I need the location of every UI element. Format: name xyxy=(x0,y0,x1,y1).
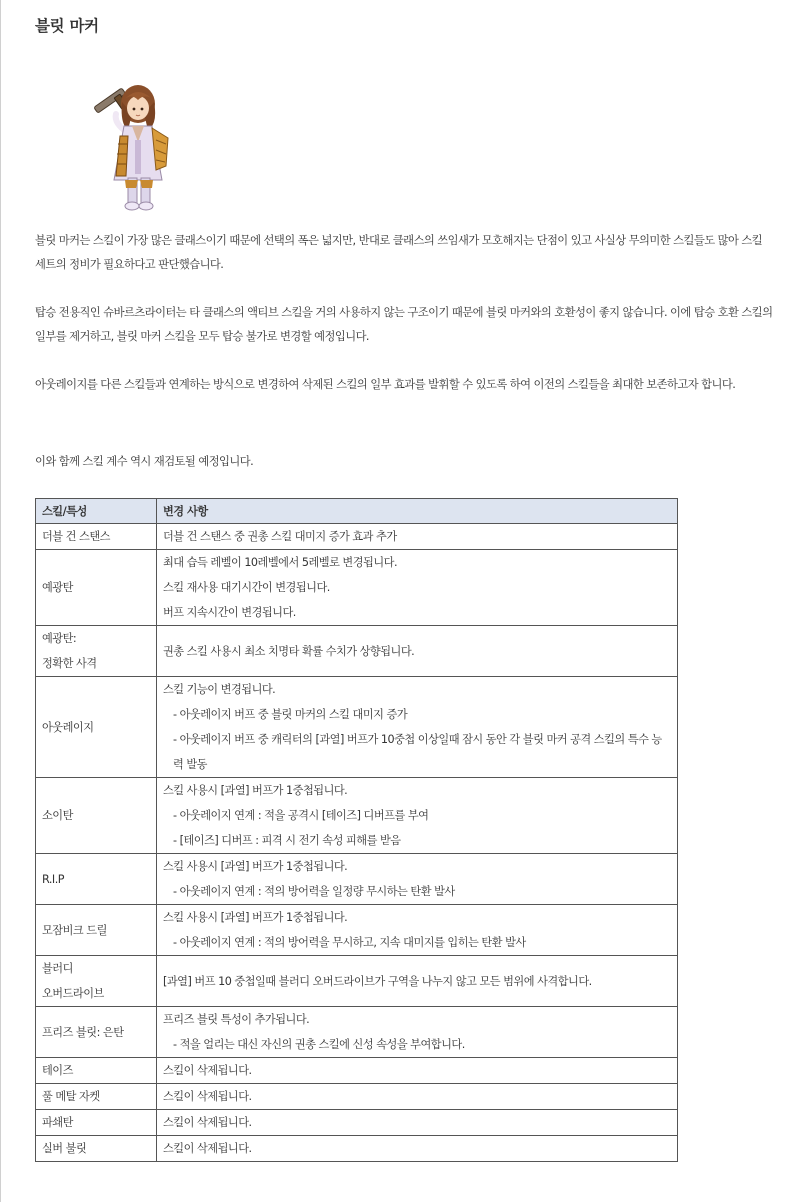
change-line: 스킬 사용시 [과열] 버프가 1중첩됩니다. xyxy=(163,860,348,873)
change-detail-cell xyxy=(157,677,678,778)
skill-name: 블러디 xyxy=(42,962,73,975)
change-line: 스킬이 삭제됩니다. xyxy=(163,1064,252,1077)
skill-name-cell xyxy=(36,1058,157,1084)
skill-name-cell xyxy=(36,956,157,1007)
table-row xyxy=(36,1058,678,1084)
table-row xyxy=(36,778,678,854)
bullet-marker-character-icon xyxy=(92,80,187,212)
skill-name-cell xyxy=(36,677,157,778)
table-row xyxy=(36,905,678,956)
table-row xyxy=(36,550,678,626)
skill-name: 예광탄 xyxy=(42,581,73,594)
skill-name: 테이즈 xyxy=(42,1064,73,1077)
skill-name-cell xyxy=(36,524,157,550)
skill-name: 풀 메탈 자켓 xyxy=(42,1090,100,1103)
skill-name: 오버드라이브 xyxy=(42,987,104,1000)
skill-name: 더블 건 스탠스 xyxy=(42,530,110,543)
skill-name-cell xyxy=(36,1110,157,1136)
change-line: - 아웃레이지 연계 : 적의 방어력을 일정량 무시하는 탄환 발사 xyxy=(173,885,455,898)
change-line: 버프 지속시간이 변경됩니다. xyxy=(163,606,296,619)
change-detail-cell xyxy=(157,550,678,626)
coefficient-paragraph: 이와 함께 스킬 계수 역시 재검토될 예정입니다. xyxy=(35,455,254,468)
change-line: - 아웃레이지 버프 중 캐릭터의 [과열] 버프가 10중첩 이상일때 잠시 동안 각 블릿 마커 공격 스킬의 특수 능력 발동 xyxy=(173,733,662,771)
skill-changes-table xyxy=(35,498,678,1162)
change-line: 스킬이 삭제됩니다. xyxy=(163,1142,252,1155)
change-detail-cell xyxy=(157,854,678,905)
change-line: 더블 건 스탠스 중 권총 스킬 대미지 증가 효과 추가 xyxy=(163,530,397,543)
change-line: 스킬 사용시 [과열] 버프가 1중첩됩니다. xyxy=(163,784,348,797)
change-line: 스킬 기능이 변경됩니다. xyxy=(163,683,276,696)
skill-name: 아웃레이지 xyxy=(42,720,94,734)
change-detail-cell xyxy=(157,1058,678,1084)
skill-name: R.I.P xyxy=(42,872,65,886)
header-changes: 변경 사항 xyxy=(157,499,678,524)
skill-name: 프리즈 블릿: 은탄 xyxy=(42,1025,124,1039)
skill-name: 소이탄 xyxy=(42,809,73,822)
change-detail-cell xyxy=(157,524,678,550)
change-detail-cell xyxy=(157,956,678,1007)
intro-paragraph: 블릿 마커는 스킬이 가장 많은 클래스이기 때문에 선택의 폭은 넓지만, 반대로 클래스의 쓰임새가 모호해지는 단점이 있고 사실상 무의미한 스킬들도 많아 스킬 세트의 정비가 필요하다고 판단했습니다. xyxy=(35,234,763,271)
change-detail-cell xyxy=(157,905,678,956)
table-row xyxy=(36,1110,678,1136)
change-line: 스킬 재사용 대기시간이 변경됩니다. xyxy=(163,581,330,594)
change-detail-cell xyxy=(157,1007,678,1058)
skill-name-cell xyxy=(36,854,157,905)
table-row xyxy=(36,626,678,677)
skill-name: 예광탄: xyxy=(42,632,77,645)
table-row xyxy=(36,854,678,905)
change-line: - 아웃레이지 버프 중 블릿 마커의 스킬 대미지 증가 xyxy=(173,708,408,721)
skill-name: 실버 불릿 xyxy=(42,1142,87,1155)
change-line: 최대 습득 레벨이 10레벨에서 5레벨로 변경됩니다. xyxy=(163,556,398,569)
change-line: [과열] 버프 10 중첩일때 블러디 오버드라이브가 구역을 나누지 않고 모든 범위에 사격합니다. xyxy=(163,974,592,988)
skill-name: 정확한 사격 xyxy=(42,657,97,670)
change-line: 스킬 사용시 [과열] 버프가 1중첩됩니다. xyxy=(163,911,348,924)
change-line: 스킬이 삭제됩니다. xyxy=(163,1116,252,1129)
change-line: 스킬이 삭제됩니다. xyxy=(163,1090,252,1103)
page-title: 블릿 마커 xyxy=(35,17,99,35)
table-header-row xyxy=(36,499,678,524)
table-row xyxy=(36,1007,678,1058)
skill-name-cell xyxy=(36,1136,157,1162)
change-line: - 아웃레이지 연계 : 적을 공격시 [테이즈] 디버프를 부여 xyxy=(173,809,429,822)
table-row xyxy=(36,524,678,550)
skill-name-cell xyxy=(36,778,157,854)
change-line: 프리즈 블릿 특성이 추가됩니다. xyxy=(163,1013,310,1026)
change-detail-cell xyxy=(157,1084,678,1110)
change-detail-cell xyxy=(157,626,678,677)
table-row xyxy=(36,956,678,1007)
skill-name: 파쇄탄 xyxy=(42,1116,73,1129)
mount-paragraph: 탑승 전용직인 슈바르츠라이터는 타 클래스의 액티브 스킬을 거의 사용하지 않는 구조이기 때문에 블릿 마커와의 호환성이 좋지 않습니다. 이에 탑승 호환 스킬의 일부를 제거하고, 블릿 마커 스킬을 모두 탑승 불가로 변경할 예정입니다. xyxy=(35,306,773,343)
skill-name-cell xyxy=(36,905,157,956)
change-detail-cell xyxy=(157,778,678,854)
table-row xyxy=(36,677,678,778)
skill-name-cell xyxy=(36,1007,157,1058)
change-detail-cell xyxy=(157,1110,678,1136)
table-body xyxy=(36,524,678,1162)
change-line: 권총 스킬 사용시 최소 치명타 확률 수치가 상향됩니다. xyxy=(163,644,415,658)
skill-name: 모잠비크 드릴 xyxy=(42,923,107,937)
change-line: - 적을 얼리는 대신 자신의 권총 스킬에 신성 속성을 부여합니다. xyxy=(173,1038,465,1051)
skill-name-cell xyxy=(36,1084,157,1110)
change-detail-cell xyxy=(157,1136,678,1162)
change-line: - [테이즈] 디버프 : 피격 시 전기 속성 피해를 받음 xyxy=(173,834,401,847)
left-border xyxy=(0,0,1,1202)
header-skill: 스킬/특성 xyxy=(36,499,157,524)
table-row xyxy=(36,1084,678,1110)
change-line: - 아웃레이지 연계 : 적의 방어력을 무시하고, 지속 대미지를 입히는 탄환 발사 xyxy=(173,936,526,949)
skill-name-cell xyxy=(36,550,157,626)
table-row xyxy=(36,1136,678,1162)
outrage-paragraph: 아웃레이지를 다른 스킬들과 연계하는 방식으로 변경하여 삭제된 스킬의 일부 효과를 발휘할 수 있도록 하여 이전의 스킬들을 최대한 보존하고자 합니다. xyxy=(35,378,736,391)
skill-name-cell xyxy=(36,626,157,677)
